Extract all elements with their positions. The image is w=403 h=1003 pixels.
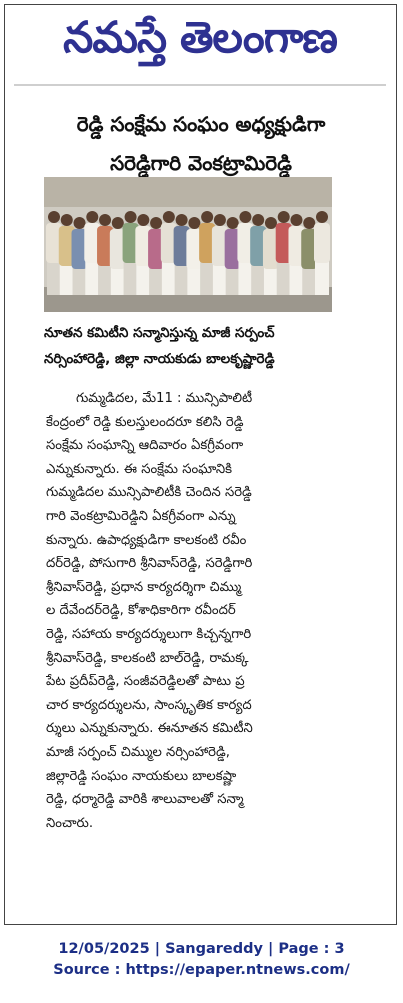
article-body-line: గారి వెంకట్రామిరెడ్డిని ఏకగ్రీవంగా ఎన్ను (46, 508, 236, 524)
article-body-line: కేంద్రంలో రెడ్డి కులస్తులందరూ కలిసి రెడ్డి (46, 414, 244, 430)
photo-caption-line-1: నూతన కమిటీని సన్మానిస్తున్న మాజీ సర్పంచ్ (44, 325, 275, 341)
article-body-line: ఎన్నుకున్నారు. ఈ సంక్షేమ సంఘానికి (46, 461, 233, 477)
article-body-line: జిల్లారెడ్డి సంఘం నాయకులు బాలకష్ణా (46, 768, 237, 784)
article-body-line: రెడ్డి, సహాయ కార్యదర్శులుగా కిచ్చన్నగారి (46, 626, 252, 642)
group-photo-image (44, 177, 332, 312)
photo-caption-line-2: నర్సింహారెడ్డి, జిల్లా నాయకుడు బాలకృష్ణారెడ్డి (44, 351, 275, 367)
footer-date-edition-page: 12/05/2025 | Sangareddy | Page : 3 (58, 941, 345, 957)
group-photo (44, 177, 332, 312)
footer-source-link[interactable]: Source : https://epaper.ntnews.com/ (53, 962, 350, 978)
article-headline-line-1: రెడ్డి సంక్షేమ సంఘం అధ్యక్షుడిగా (76, 112, 326, 136)
article-body-line: శ్రీనివాస్‌రెడ్డి, కాలకంటి బాల్‌రెడ్డి, రామక్క (46, 650, 249, 666)
article-body-line: రెడ్డి, ధర్మారెడ్డి వారికి శాలువాలతో సన్మా (46, 792, 244, 808)
article-body-line: నించారు. (46, 815, 94, 831)
article-body-line: గుమ్మడిదల మున్సిపాలిటీకి చెందిన సరెడ్డి (46, 485, 252, 501)
article-body-line: గుమ్మడిదల, మే11 : మున్సిపాలిటీ (76, 391, 253, 406)
article-headline-line-2: సరెడ్డిగారి వెంకట్రామిరెడ్డి (110, 151, 292, 175)
newspaper-masthead: నమస్తే తెలంగాణ (63, 13, 337, 63)
article-body-line: ల దేవేందర్‌రెడ్డి, కోశాధికారిగా రవీందర్ (46, 603, 236, 619)
article-body-line: పేట ప్రదీప్‌రెడ్డి, సంజీవరెడ్డిలతో పాటు ప్ర (46, 674, 245, 690)
article-body-line: శ్రీనివాస్‌రెడ్డి, ప్రధాన కార్యదర్శిగా చిమ్ము (46, 579, 242, 595)
article-body-line: ర్శులు ఎన్నుకున్నారు. ఈనూతన కమిటీని (46, 721, 253, 737)
article-body-line: చార కార్యదర్శులను, సాంస్కృతిక కార్యద (46, 697, 252, 713)
article-body-line: కున్నారు. ఉపాధ్యక్షుడిగా కాలకంటి రవీం (46, 532, 247, 548)
article-body-line: సంక్షేమ సంఘాన్ని ఆదివారం ఏకగ్రీవంగా (46, 438, 244, 454)
person-silhouette (314, 211, 330, 295)
article-body-line: మాజీ సర్పంచ్ చిమ్ముల నర్సింహారెడ్డి, (46, 744, 230, 760)
masthead-divider (14, 84, 386, 86)
article-body-line: దర్‌రెడ్డి, పోసుగారి శ్రీనివాస్‌రెడ్డి, సరెడ్డిగారి (46, 556, 253, 572)
article-body (46, 387, 360, 835)
